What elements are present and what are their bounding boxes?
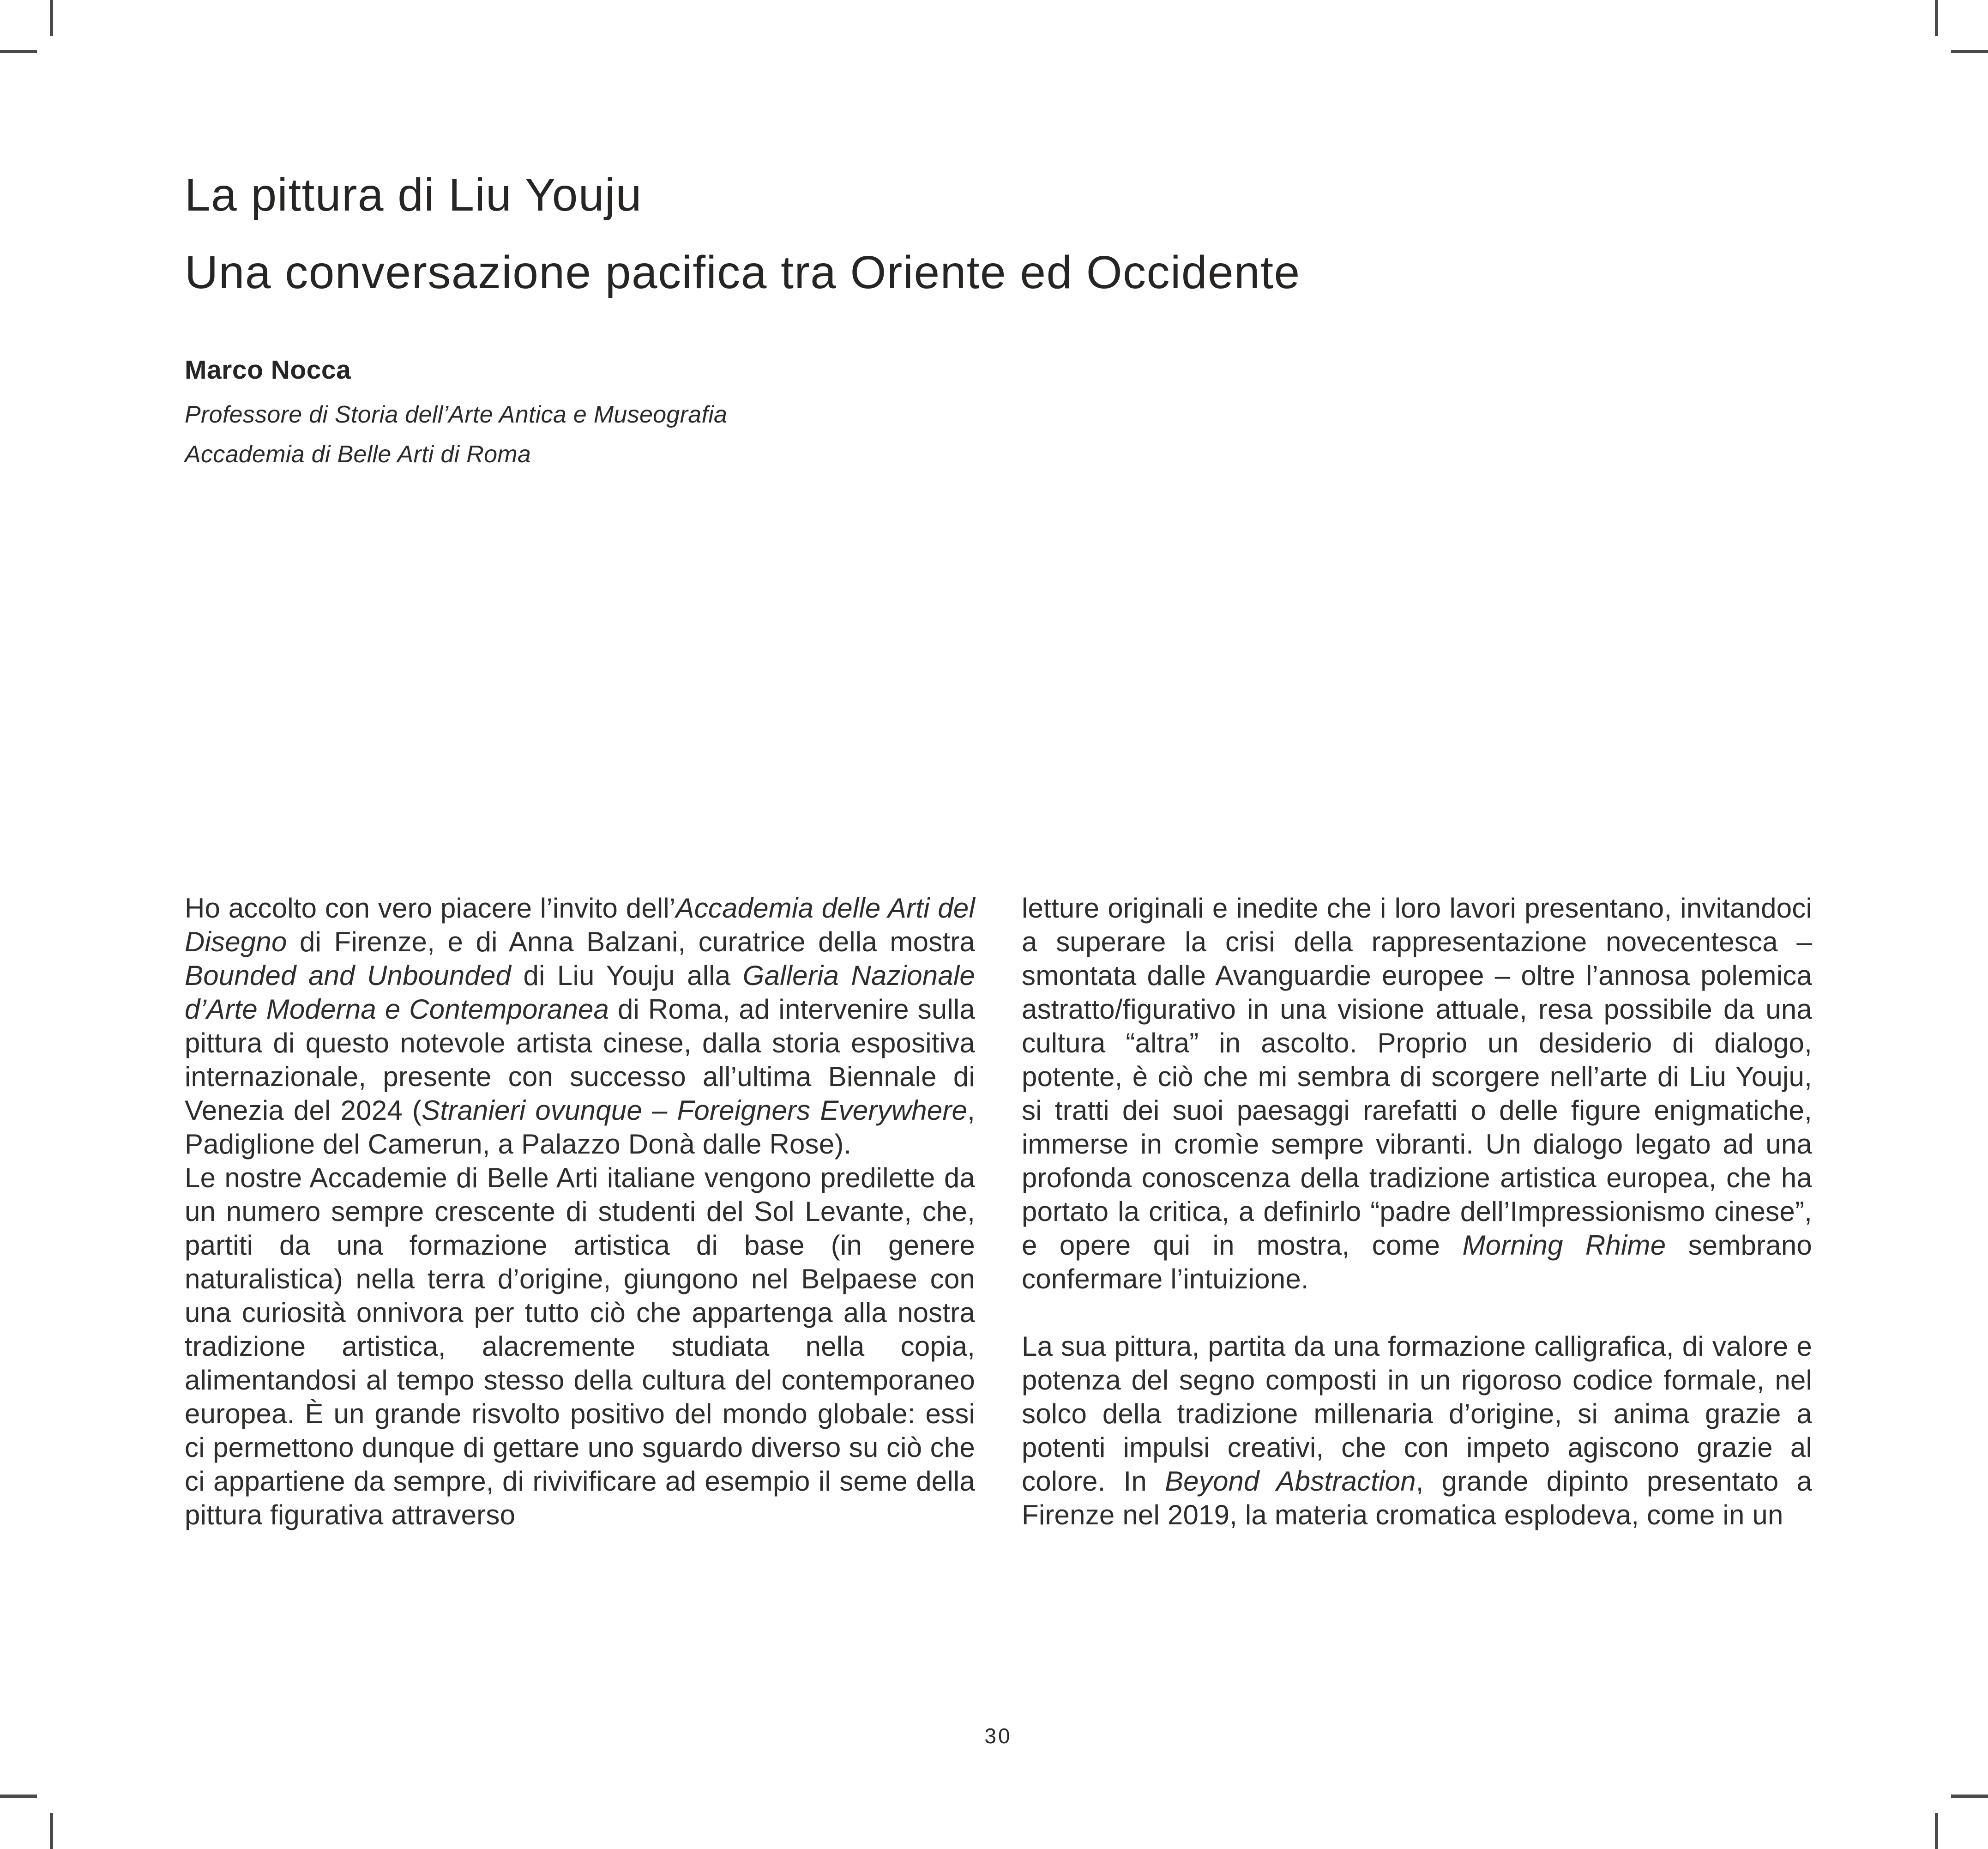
crop-mark-bottom-right-vertical [1935, 1813, 1938, 1849]
crop-mark-top-right-horizontal [1951, 50, 1988, 53]
crop-mark-top-left-horizontal [0, 50, 37, 53]
body-column-left [185, 891, 975, 1532]
article-title-line-1: La pittura di Liu Youju [185, 169, 642, 221]
body-column-right [1022, 891, 1812, 1532]
crop-mark-top-right-vertical [1935, 0, 1938, 36]
crop-mark-top-left-vertical [50, 0, 53, 36]
author-affiliation-institution: Accademia di Belle Arti di Roma [185, 441, 531, 468]
author-affiliation-role: Professore di Storia dell’Arte Antica e Museografia [185, 401, 728, 428]
crop-mark-bottom-left-horizontal [0, 1795, 37, 1798]
page-number: 30 [984, 1724, 1012, 1748]
paragraph: Le nostre Accademie di Belle Arti italiane vengono predilette da un numero sempre crescente di studenti del Sol Levante, che, partiti da una formazione artistica di base (in genere naturalistica) nella terra d’origine, giungono nel Belpaese con una curiosità onnivora per tutto ciò che appartenga alla nostra tradizione artistica, alacremente studiata nella copia, alimentandosi al tempo stesso della cultura del contemporaneo europea. È un grande risvolto positivo del mondo globale: essi ci permettono dunque di gettare uno sguardo diverso su ciò che ci appartiene da sempre, di rivivificare ad esempio il seme della pittura figurativa attraverso [185, 1162, 975, 1530]
paragraph: letture originali e inedite che i loro lavori presentano, invitandoci a superare la crisi della rappresentazione novecentesca – smontata dalle Avanguardie europee – oltre l’annosa polemica astratto/figurativo in una visione attuale, resa possibile da una cultura “altra” in ascolto. Proprio un desiderio di dialogo, potente, è ciò che mi sembra di scorgere nell’arte di Liu Youju, si tratti dei suoi paesaggi rarefatti o delle figure enigmatiche, immerse in cromìe sempre vibranti. Un dialogo legato ad una profonda conoscenza della tradizione artistica europea, che ha portato la critica, a definirlo “padre dell’Impressionismo cinese”, e opere qui in mostra, come Morning Rhime sembrano confermare l’intuizione. [1022, 893, 1813, 1294]
crop-mark-bottom-left-vertical [50, 1813, 53, 1849]
author-name: Marco Nocca [185, 355, 351, 385]
paragraph: La sua pittura, partita da una formazione calligrafica, di valore e potenza del segno composti in un rigoroso codice formale, nel solco della tradizione millenaria d’origine, si anima grazie a potenti impulsi creativi, che con impeto agiscono grazie al colore. In Beyond Abstraction, grande dipinto presentato a Firenze nel 2019, la materia cromatica esplodeva, come in un [1022, 1331, 1813, 1530]
crop-mark-bottom-right-horizontal [1951, 1795, 1988, 1798]
article-title-line-2: Una conversazione pacifica tra Oriente ed Occidente [185, 247, 1301, 298]
paragraph: Ho accolto con vero piacere l’invito dell’Accademia delle Arti del Disegno di Firenze, e di Anna Balzani, curatrice della mostra Bounded and Unbounded di Liu Youju alla Galleria Nazionale d’Arte Moderna e Contemporanea di Roma, ad intervenire sulla pittura di questo notevole artista cinese, dalla storia espositiva internazionale, presente con successo all’ultima Biennale di Venezia del 2024 (Stranieri ovunque – Foreigners Everywhere, Padiglione del Camerun, a Palazzo Donà dalle Rose). [185, 893, 975, 1160]
